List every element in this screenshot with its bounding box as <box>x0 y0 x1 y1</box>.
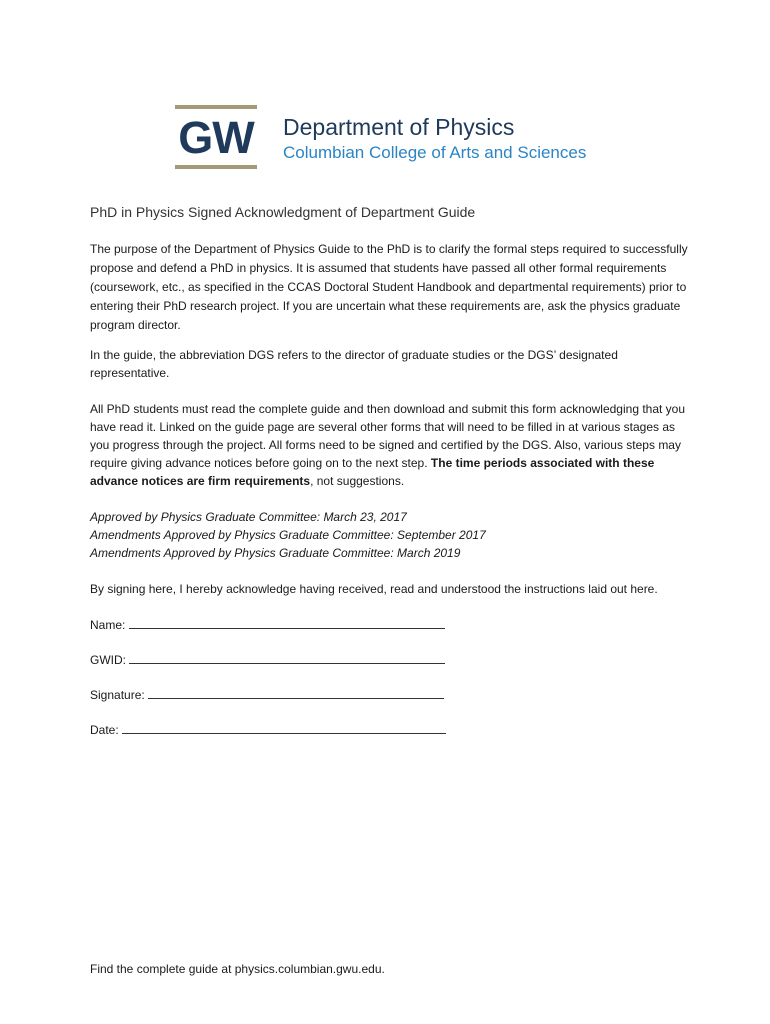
logo-top-rule <box>175 105 257 109</box>
date-label: Date: <box>90 723 119 737</box>
logo-mark: GW <box>178 112 254 163</box>
gwid-label: GWID: <box>90 653 126 667</box>
signature-blank-line[interactable] <box>148 687 444 699</box>
date-field <box>90 721 690 739</box>
acknowledgement-paragraph: By signing here, I hereby acknowledge having received, read and understood the instructions laid out here. <box>90 582 658 596</box>
purpose-paragraph: The purpose of the Department of Physics Guide to the PhD is to clarify the formal steps required to successfully propose and defend a PhD in physics. It is assumed that students have passed all other formal requirements (coursework, etc., as specified in the CCAS Doctoral Student Handbook and departmental requirements) prior to entering their PhD research project. If you are uncertain what these requirements are, ask the physics graduate program director. <box>90 242 688 332</box>
footer-note: Find the complete guide at physics.columbian.gwu.edu. <box>90 962 385 976</box>
gw-logo <box>175 105 257 169</box>
date-blank-line[interactable] <box>122 722 446 734</box>
requirements-text-end: , not suggestions. <box>310 474 405 488</box>
college-name: Columbian College of Arts and Sciences <box>283 143 587 162</box>
requirements-text: All PhD students must read the complete guide and then download and submit this form acknowledging that you have read it. Linked on the guide page are several other forms that will need to be filled in at various stages as you progress through the project. All forms need to be signed and certified by the DGS. Also, various steps may require giving advance notices before going on to the next step. <box>90 402 686 470</box>
document-title: PhD in Physics Signed Acknowledgment of Department Guide <box>90 204 476 220</box>
document-body <box>90 202 690 756</box>
approval-list <box>90 508 690 562</box>
name-label: Name: <box>90 618 126 632</box>
gwid-blank-line[interactable] <box>129 652 445 664</box>
approval-line: Amendments Approved by Physics Graduate Committee: September 2017 <box>90 528 486 542</box>
requirements-paragraph <box>90 400 690 490</box>
approval-line: Amendments Approved by Physics Graduate Committee: March 2019 <box>90 546 461 560</box>
dgs-paragraph: In the guide, the abbreviation DGS refers to the director of graduate studies or the DGS’ designated representative. <box>90 348 618 380</box>
name-field <box>90 616 690 634</box>
logo-bottom-rule <box>175 165 257 169</box>
signature-label: Signature: <box>90 688 145 702</box>
signature-field <box>90 686 690 704</box>
department-name: Department of Physics <box>283 114 515 140</box>
requirements-emphasis: The time periods associated with these advance notices are firm requirements <box>90 456 655 488</box>
name-blank-line[interactable] <box>129 617 445 629</box>
gwid-field <box>90 651 690 669</box>
approval-line: Approved by Physics Graduate Committee: March 23, 2017 <box>90 510 407 524</box>
